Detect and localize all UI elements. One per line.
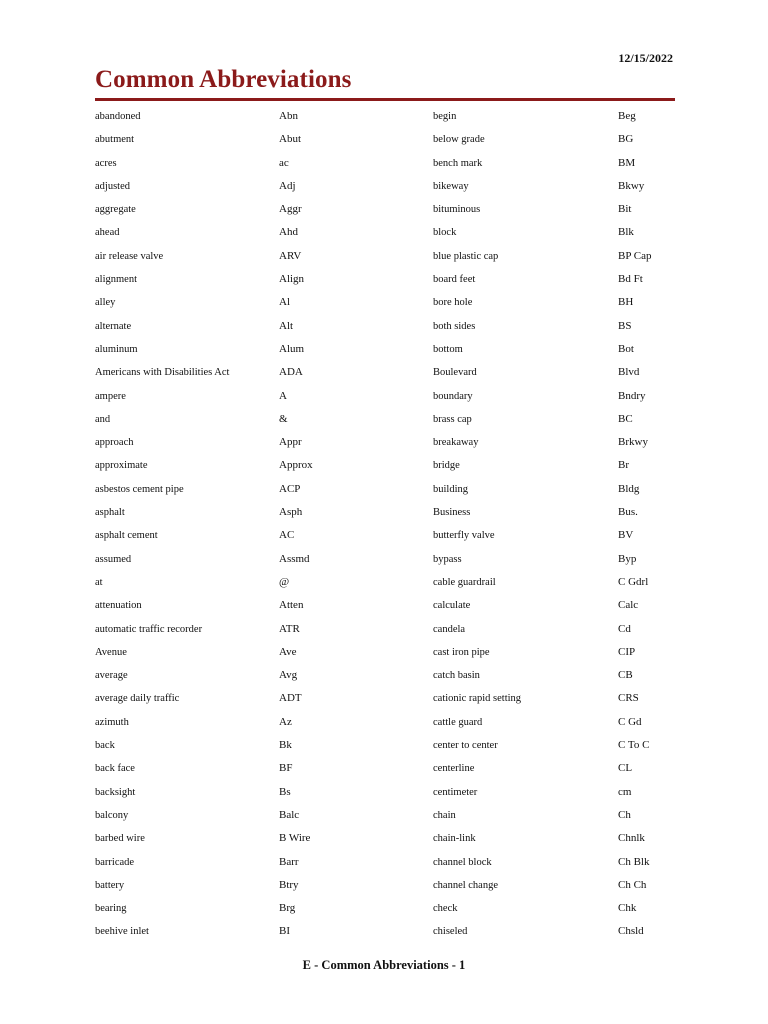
table-row: [95, 734, 675, 757]
abbreviation-right: Bd Ft: [618, 273, 643, 286]
abbreviation-right: Bot: [618, 342, 634, 355]
table-row: [95, 361, 675, 384]
table-row: [95, 478, 675, 501]
term-left: attenuation: [95, 600, 142, 612]
term-right: center to center: [433, 740, 498, 752]
table-row: [95, 804, 675, 827]
table-row: [95, 897, 675, 920]
term-right: Business: [433, 507, 471, 519]
term-right: bikeway: [433, 180, 469, 192]
term-right: channel change: [433, 879, 499, 891]
term-left: balcony: [95, 809, 129, 821]
term-left: barricade: [95, 856, 135, 868]
abbreviation-left: Assmd: [279, 552, 310, 565]
abbreviation-left: Bs: [279, 785, 291, 798]
table-row: [95, 618, 675, 641]
term-right: butterfly valve: [433, 530, 495, 542]
table-row: [95, 711, 675, 734]
abbreviation-left: Align: [279, 273, 305, 286]
term-left: alley: [95, 297, 116, 309]
abbreviation-right: Beg: [618, 110, 636, 122]
abbreviation-left: Abn: [279, 110, 298, 122]
abbreviation-right: Chsld: [618, 925, 644, 938]
abbreviation-right: Ch Ch: [618, 878, 647, 891]
abbreviation-left: Aggr: [279, 203, 302, 216]
abbreviation-right: Cd: [618, 622, 631, 635]
abbreviation-right: cm: [618, 785, 632, 798]
abbreviation-left: Barr: [279, 855, 299, 868]
abbreviation-left: Alt: [279, 319, 294, 332]
table-row: [95, 338, 675, 361]
abbreviation-right: C Gd: [618, 715, 642, 728]
abbreviation-right: BM: [618, 156, 636, 169]
abbreviation-right: CB: [618, 669, 633, 682]
abbreviation-left: ADT: [279, 692, 302, 705]
abbreviation-left: Bk: [279, 739, 292, 752]
term-left: barbed wire: [95, 833, 145, 845]
abbreviation-left: ARV: [279, 249, 302, 262]
abbreviation-right: Brkwy: [618, 436, 648, 449]
abbreviation-right: Blk: [618, 226, 634, 239]
term-right: calculate: [433, 600, 471, 612]
term-right: bench mark: [433, 157, 483, 169]
table-row: [95, 548, 675, 571]
term-left: adjusted: [95, 180, 130, 192]
abbreviation-right: Bldg: [618, 482, 640, 495]
term-left: alignment: [95, 274, 137, 286]
abbreviation-left: ac: [279, 156, 289, 169]
abbreviations-table: [95, 105, 675, 944]
abbreviation-right: BV: [618, 529, 634, 542]
abbreviation-left: Abut: [279, 133, 301, 146]
abbreviation-left: Al: [279, 296, 290, 309]
abbreviation-left: Atten: [279, 599, 304, 612]
term-right: below grade: [433, 134, 485, 146]
abbreviation-left: ACP: [279, 482, 301, 495]
term-right: cable guardrail: [433, 576, 496, 588]
table-row: [95, 757, 675, 780]
abbreviation-right: CRS: [618, 692, 639, 705]
table-row: [95, 105, 675, 128]
abbreviation-left: Balc: [279, 808, 300, 821]
abbreviation-left: BF: [279, 762, 293, 775]
term-right: Boulevard: [433, 367, 477, 379]
table-row: [95, 920, 675, 943]
term-left: average daily traffic: [95, 693, 180, 705]
abbreviation-left: &: [279, 412, 288, 425]
term-left: alternate: [95, 320, 132, 332]
table-row: [95, 128, 675, 151]
table-row: [95, 874, 675, 897]
term-left: at: [95, 576, 103, 588]
term-left: assumed: [95, 553, 132, 565]
abbreviation-right: BH: [618, 296, 634, 309]
term-right: brass cap: [433, 413, 472, 425]
term-right: blue plastic cap: [433, 250, 499, 262]
abbreviation-right: Chk: [618, 902, 637, 915]
term-right: check: [433, 903, 458, 915]
term-left: approach: [95, 437, 134, 449]
table-row: [95, 641, 675, 664]
table-row: [95, 781, 675, 804]
table-row: [95, 198, 675, 221]
abbreviation-right: Blvd: [618, 366, 640, 379]
page-footer: E - Common Abbreviations - 1: [302, 958, 466, 972]
abbreviation-left: Approx: [279, 459, 313, 472]
abbreviation-left: Alum: [279, 342, 305, 355]
abbreviation-left: A: [279, 389, 287, 402]
abbreviation-right: BC: [618, 412, 633, 425]
term-left: ahead: [95, 227, 120, 239]
term-right: cationic rapid setting: [433, 693, 522, 705]
abbreviation-left: Appr: [279, 436, 302, 449]
abbreviation-left: AC: [279, 529, 295, 542]
abbreviation-right: CL: [618, 762, 633, 775]
abbreviation-left: Asph: [279, 506, 303, 519]
term-left: air release valve: [95, 250, 164, 262]
abbreviation-right: Bus.: [618, 506, 638, 519]
abbreviation-right: Br: [618, 459, 629, 472]
term-right: chain: [433, 809, 456, 821]
table-row: [95, 315, 675, 338]
term-left: abandoned: [95, 111, 141, 122]
abbreviation-left: Az: [279, 715, 292, 728]
table-row: [95, 851, 675, 874]
abbreviation-right: CIP: [618, 645, 636, 658]
term-left: bearing: [95, 903, 127, 915]
table-row: [95, 245, 675, 268]
table-row: [95, 687, 675, 710]
table-row: [95, 152, 675, 175]
abbreviation-right: BS: [618, 319, 632, 332]
abbreviation-left: ATR: [279, 622, 300, 635]
table-row: [95, 385, 675, 408]
abbreviation-left: Adj: [279, 179, 296, 192]
term-left: acres: [95, 157, 117, 169]
abbreviation-left: Ahd: [279, 226, 298, 239]
term-right: bore hole: [433, 297, 473, 309]
abbreviation-right: Ch: [618, 808, 631, 821]
abbreviation-left: Brg: [279, 902, 296, 915]
term-left: asbestos cement pipe: [95, 483, 184, 495]
abbreviation-left: @: [279, 575, 290, 588]
term-right: breakaway: [433, 437, 479, 449]
abbreviation-right: BP Cap: [618, 249, 652, 262]
term-left: azimuth: [95, 716, 129, 728]
term-right: centimeter: [433, 786, 478, 798]
abbreviation-right: BG: [618, 133, 634, 146]
term-left: aluminum: [95, 343, 138, 355]
term-right: chain-link: [433, 833, 476, 845]
table-row: [95, 408, 675, 431]
table-row: [95, 524, 675, 547]
term-right: bridge: [433, 460, 460, 472]
table-row: [95, 501, 675, 524]
table-row: [95, 454, 675, 477]
term-right: begin: [433, 111, 457, 122]
term-left: automatic traffic recorder: [95, 623, 203, 635]
term-right: candela: [433, 623, 466, 635]
page-title: Common Abbreviations: [95, 66, 352, 93]
abbreviation-left: ADA: [279, 366, 303, 379]
term-left: beehive inlet: [95, 926, 149, 938]
term-left: backsight: [95, 786, 136, 798]
term-right: catch basin: [433, 670, 480, 682]
term-right: channel block: [433, 856, 492, 868]
term-right: bypass: [433, 553, 462, 565]
term-left: approximate: [95, 460, 148, 472]
date: 12/15/2022: [618, 51, 673, 65]
abbreviation-left: Ave: [279, 645, 297, 658]
title-rule: [95, 98, 675, 101]
abbreviation-right: C To C: [618, 739, 650, 752]
term-left: battery: [95, 879, 125, 891]
table-row: [95, 664, 675, 687]
abbreviation-right: Bkwy: [618, 179, 645, 192]
table-row: [95, 268, 675, 291]
term-right: board feet: [433, 274, 476, 286]
table-row: [95, 175, 675, 198]
abbreviation-right: Bit: [618, 203, 632, 216]
term-left: asphalt: [95, 507, 125, 519]
term-right: building: [433, 483, 469, 495]
abbreviation-right: Calc: [618, 599, 639, 612]
abbreviation-left: B Wire: [279, 832, 311, 845]
term-left: back face: [95, 763, 135, 775]
term-right: boundary: [433, 390, 473, 402]
term-right: cast iron pipe: [433, 646, 490, 658]
term-left: aggregate: [95, 204, 136, 216]
term-right: bottom: [433, 343, 463, 355]
table-row: [95, 594, 675, 617]
term-left: abutment: [95, 134, 135, 146]
abbreviation-right: Chnlk: [618, 832, 645, 845]
table-row: [95, 221, 675, 244]
table-row: [95, 291, 675, 314]
abbreviation-left: BI: [279, 925, 290, 938]
term-right: centerline: [433, 763, 475, 775]
term-left: Avenue: [95, 646, 127, 658]
term-left: asphalt cement: [95, 530, 158, 542]
abbreviation-right: Ch Blk: [618, 855, 650, 868]
term-right: cattle guard: [433, 716, 483, 728]
abbreviation-right: Bndry: [618, 389, 646, 402]
term-left: ampere: [95, 390, 126, 402]
term-right: chiseled: [433, 926, 468, 938]
term-right: both sides: [433, 320, 476, 332]
table-row: [95, 827, 675, 850]
table-row: [95, 571, 675, 594]
term-left: back: [95, 740, 115, 752]
term-right: bituminous: [433, 204, 481, 216]
abbreviation-right: C Gdrl: [618, 575, 649, 588]
term-left: average: [95, 670, 128, 682]
abbreviation-right: Byp: [618, 552, 637, 565]
abbreviation-left: Btry: [279, 878, 299, 891]
term-left: Americans with Disabilities Act: [95, 367, 230, 379]
term-left: and: [95, 413, 111, 425]
table-row: [95, 431, 675, 454]
term-right: block: [433, 227, 457, 239]
abbreviation-left: Avg: [279, 669, 298, 682]
